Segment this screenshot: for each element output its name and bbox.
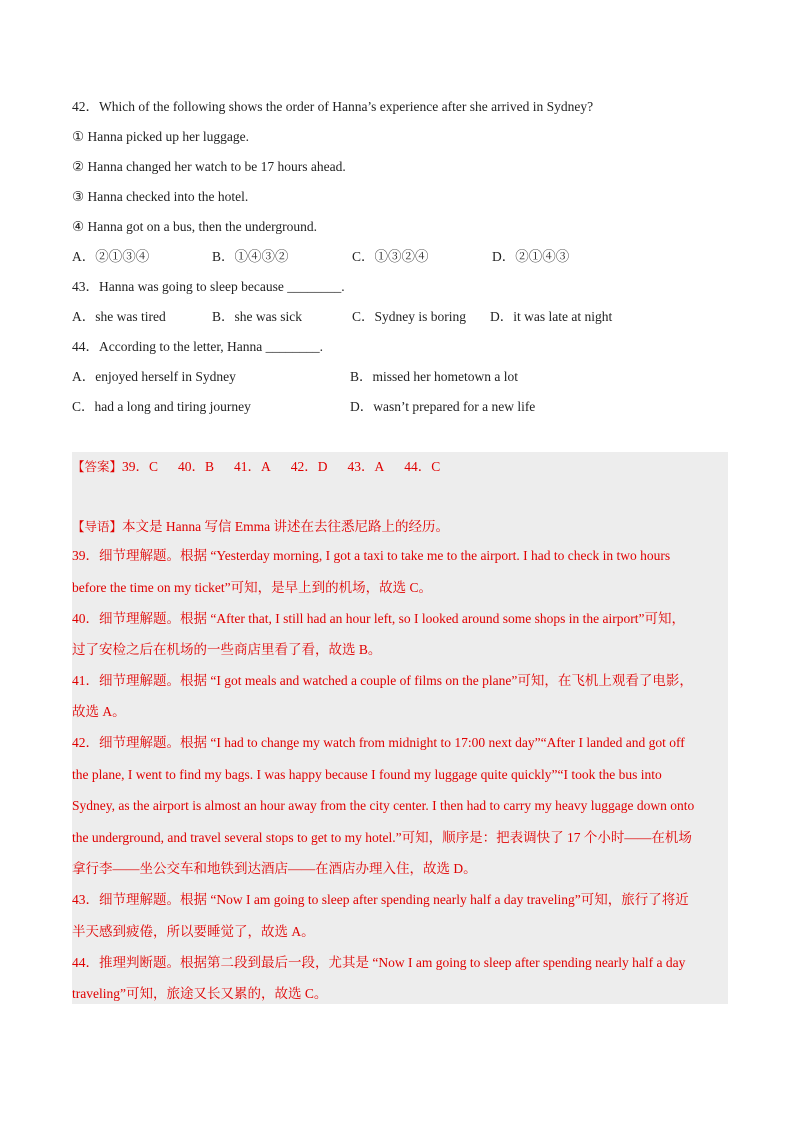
- answer-key-44: 44．C: [404, 459, 441, 474]
- q44-option-b: B．missed her hometown a lot: [350, 369, 518, 384]
- q42-statement-3: ③ Hanna checked into the hotel.: [72, 189, 249, 204]
- question-42-stem: 42．Which of the following shows the order of Hanna’s experience after she arrived in Sydney?: [72, 99, 594, 114]
- q44-option-d: D．wasn’t prepared for a new life: [350, 399, 536, 414]
- explanation-40-line-2: 过了安检之后在机场的一些商店里看了看，故选 B。: [72, 642, 382, 657]
- q42-option-b: B．①④③②: [212, 249, 289, 264]
- q43-option-b: B．she was sick: [212, 309, 302, 324]
- q42-statement-1: ① Hanna picked up her luggage.: [72, 129, 250, 144]
- explanation-44-line-2: traveling”可知，旅途又长又累的，故选 C。: [72, 986, 328, 1001]
- explanation-44-line-1: 44．推理判断题。根据第二段到最后一段，尤其是 “Now I am going to sleep after spending nearly half a day: [72, 955, 686, 970]
- answer-key-41: 41．A: [234, 459, 271, 474]
- explanation-42-line-3: Sydney, as the airport is almost an hour away from the city center. I then had to carry my heavy luggage down onto: [72, 798, 695, 813]
- explanation-42-line-2: the plane, I went to find my bags. I was happy because I found my luggage quite quickly”“I took the bus into: [72, 767, 662, 782]
- q42-option-c: C．①③②④: [352, 249, 429, 264]
- q42-statement-2: ② Hanna changed her watch to be 17 hours ahead.: [72, 159, 346, 174]
- q42-option-a: A．②①③④: [72, 249, 150, 264]
- guide-text: 本文是 Hanna 写信 Emma 讲述在去往悉尼路上的经历。: [122, 519, 449, 534]
- guide-label: 【导语】: [72, 519, 123, 534]
- explanation-41-line-2: 故选 A。: [72, 704, 126, 719]
- guide-line: [72, 518, 449, 536]
- explanation-42-line-5: 拿行李——坐公交车和地铁到达酒店——在酒店办理入住，故选 D。: [72, 861, 477, 876]
- explanation-41-line-1: 41．细节理解题。根据 “I got meals and watched a couple of films on the plane”可知，在飞机上观看了电影，: [72, 673, 693, 688]
- explanation-40-line-1: 40．细节理解题。根据 “After that, I still had an hour left, so I looked around some shops in the airport”可知，: [72, 611, 686, 626]
- answer-label: 【答案】: [72, 459, 123, 474]
- q44-option-c: C．had a long and tiring journey: [72, 399, 251, 414]
- answer-key-43: 43．A: [347, 459, 385, 474]
- explanation-43-line-2: 半天感到疲倦，所以要睡觉了，故选 A。: [72, 924, 315, 939]
- explanation-43-line-1: 43．细节理解题。根据 “Now I am going to sleep after spending nearly half a day traveling”可知，旅行了将近: [72, 892, 689, 907]
- explanation-39-line-1: 39．细节理解题。根据 “Yesterday morning, I got a taxi to take me to the airport. I had to check in two hours: [72, 548, 671, 563]
- answer-key-42: 42．D: [290, 459, 328, 474]
- question-44-stem: 44．According to the letter, Hanna ________.: [72, 339, 324, 354]
- answer-key-40: 40．B: [178, 459, 215, 474]
- q42-statement-4: ④ Hanna got on a bus, then the underground.: [72, 219, 318, 234]
- q43-option-c: C．Sydney is boring: [352, 309, 467, 324]
- q44-option-a: A．enjoyed herself in Sydney: [72, 369, 236, 384]
- answer-key-line: [72, 458, 440, 476]
- answer-key-39: 39．C: [122, 459, 159, 474]
- q43-option-a: A．she was tired: [72, 309, 166, 324]
- q43-option-d: D．it was late at night: [490, 309, 613, 324]
- q42-option-d: D．②①④③: [492, 249, 570, 264]
- question-43-stem: 43．Hanna was going to sleep because ________.: [72, 279, 345, 294]
- explanation-42-line-4: the underground, and travel several stops to get to my hotel.”可知，顺序是：把表调快了 17 个小时——在机场: [72, 830, 692, 845]
- explanation-42-line-1: 42．细节理解题。根据 “I had to change my watch from midnight to 17:00 next day”“After I landed and got off: [72, 735, 685, 750]
- explanation-39-line-2: before the time on my ticket”可知，是早上到的机场，故选 C。: [72, 580, 432, 595]
